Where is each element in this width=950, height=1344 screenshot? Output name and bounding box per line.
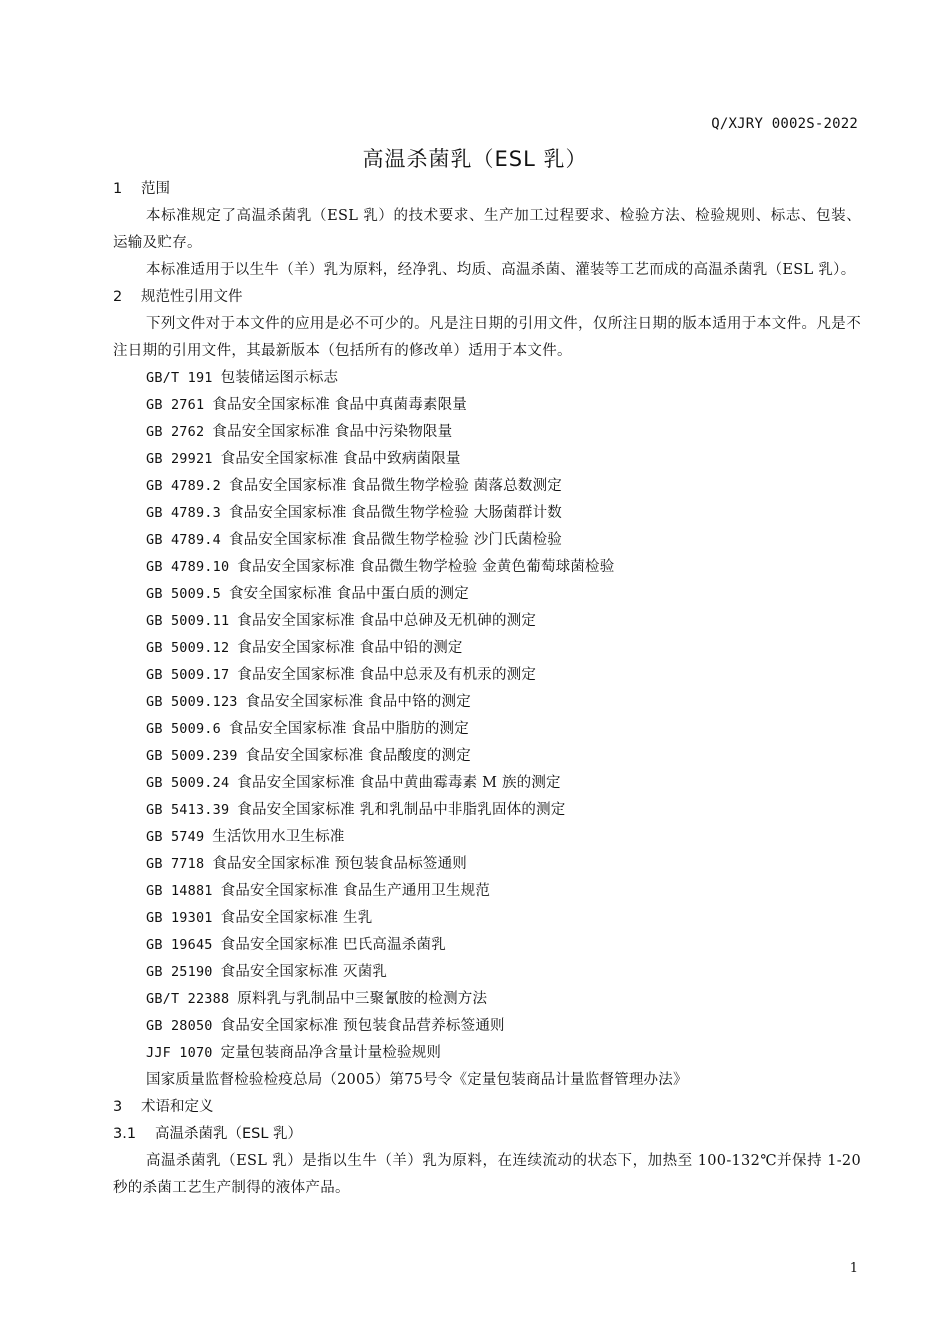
reference-title: 食品安全国家标准 食品中脂肪的测定 bbox=[228, 721, 469, 737]
section-heading-normative-references bbox=[113, 284, 861, 311]
reference-item bbox=[113, 959, 861, 986]
page-number: 1 bbox=[849, 1261, 858, 1276]
reference-item bbox=[113, 608, 861, 635]
reference-item bbox=[113, 1040, 861, 1067]
reference-title: 食品安全国家标准 食品中铅的测定 bbox=[237, 640, 463, 656]
reference-title: 食品安全国家标准 生乳 bbox=[220, 910, 373, 926]
reference-title: 食品安全国家标准 食品微生物学检验 大肠菌群计数 bbox=[228, 505, 562, 521]
reference-title: 食品安全国家标准 食品中致病菌限量 bbox=[220, 451, 461, 467]
reference-item bbox=[113, 905, 861, 932]
paragraph: 高温杀菌乳（ESL 乳）是指以生牛（羊）乳为原料，在连续流动的状态下，加热至 100-132℃并保持 1-20 秒的杀菌工艺生产制得的液体产品。 bbox=[113, 1153, 861, 1196]
reference-item bbox=[113, 500, 861, 527]
section-title: 范围 bbox=[141, 181, 170, 197]
reference-item bbox=[113, 986, 861, 1013]
reference-code: GB 5009.6 bbox=[146, 721, 221, 737]
reference-code: GB 7718 bbox=[146, 856, 205, 872]
reference-code: GB 4789.4 bbox=[146, 532, 221, 548]
reference-item bbox=[113, 392, 861, 419]
reference-list bbox=[113, 365, 861, 1094]
reference-code: GB 5009.12 bbox=[146, 640, 230, 656]
reference-title: 国家质量监督检验检疫总局（2005）第75号令《定量包装商品计量监督管理办法》 bbox=[146, 1072, 688, 1088]
section-number: 3 bbox=[113, 1099, 123, 1115]
reference-title: 定量包装商品净含量计量检验规则 bbox=[220, 1045, 442, 1061]
reference-title: 食品安全国家标准 乳和乳制品中非脂乳固体的测定 bbox=[237, 802, 566, 818]
reference-code: GB 5009.5 bbox=[146, 586, 221, 602]
section-number: 2 bbox=[113, 289, 123, 305]
reference-code: GB 2761 bbox=[146, 397, 205, 413]
reference-code: GB 2762 bbox=[146, 424, 205, 440]
reference-code: GB 4789.2 bbox=[146, 478, 221, 494]
paragraph: 下列文件对于本文件的应用是必不可少的。凡是注日期的引用文件，仅所注日期的版本适用于本文件。凡是不注日期的引用文件，其最新版本（包括所有的修改单）适用于本文件。 bbox=[113, 316, 861, 359]
section-title: 规范性引用文件 bbox=[141, 289, 243, 305]
reference-item bbox=[113, 770, 861, 797]
subsection-number: 3.1 bbox=[113, 1126, 137, 1142]
reference-code: GB 5749 bbox=[146, 829, 205, 845]
reference-code: GB 4789.3 bbox=[146, 505, 221, 521]
reference-item bbox=[113, 446, 861, 473]
reference-title: 生活饮用水卫生标准 bbox=[212, 829, 345, 845]
reference-title: 食品安全国家标准 巴氏高温杀菌乳 bbox=[220, 937, 446, 953]
reference-title: 食品安全国家标准 预包装食品营养标签通则 bbox=[220, 1018, 505, 1034]
reference-title: 包装储运图示标志 bbox=[220, 370, 339, 386]
reference-code: GB 25190 bbox=[146, 964, 213, 980]
section-title: 术语和定义 bbox=[141, 1099, 214, 1115]
reference-code: GB 5009.24 bbox=[146, 775, 230, 791]
reference-title: 食品安全国家标准 食品中真菌毒素限量 bbox=[212, 397, 468, 413]
reference-code: GB 5009.17 bbox=[146, 667, 230, 683]
reference-item bbox=[113, 365, 861, 392]
reference-item bbox=[113, 797, 861, 824]
reference-code: JJF 1070 bbox=[146, 1045, 213, 1061]
reference-code: GB 5413.39 bbox=[146, 802, 230, 818]
reference-item bbox=[113, 554, 861, 581]
document-body bbox=[113, 176, 861, 1202]
document-title: 高温杀菌乳（ESL 乳） bbox=[362, 147, 588, 171]
reference-title: 食品安全国家标准 食品中铬的测定 bbox=[245, 694, 471, 710]
reference-code: GB/T 191 bbox=[146, 370, 213, 386]
reference-code: GB 5009.11 bbox=[146, 613, 230, 629]
reference-title: 食品安全国家标准 食品微生物学检验 沙门氏菌检验 bbox=[228, 532, 562, 548]
reference-item bbox=[113, 878, 861, 905]
section-number: 1 bbox=[113, 181, 123, 197]
reference-title: 食品安全国家标准 食品中污染物限量 bbox=[212, 424, 453, 440]
reference-title: 原料乳与乳制品中三聚氰胺的检测方法 bbox=[237, 991, 488, 1007]
reference-title: 食安全国家标准 食品中蛋白质的测定 bbox=[228, 586, 469, 602]
reference-code: GB 5009.123 bbox=[146, 694, 238, 710]
reference-item bbox=[113, 662, 861, 689]
reference-item bbox=[113, 1067, 861, 1094]
reference-title: 食品安全国家标准 灭菌乳 bbox=[220, 964, 388, 980]
reference-code: GB 19301 bbox=[146, 910, 213, 926]
reference-code: GB 5009.239 bbox=[146, 748, 238, 764]
reference-item bbox=[113, 743, 861, 770]
reference-title: 食品安全国家标准 食品微生物学检验 金黄色葡萄球菌检验 bbox=[237, 559, 615, 575]
document-code: Q/XJRY 0002S-2022 bbox=[711, 116, 858, 132]
reference-title: 食品安全国家标准 预包装食品标签通则 bbox=[212, 856, 468, 872]
paragraph: 本标准适用于以生牛（羊）乳为原料，经净乳、均质、高温杀菌、灌装等工艺而成的高温杀菌乳（ESL 乳）。 bbox=[146, 262, 856, 278]
reference-title: 食品安全国家标准 食品中黄曲霉毒素 M 族的测定 bbox=[237, 775, 561, 791]
reference-item bbox=[113, 635, 861, 662]
reference-item bbox=[113, 716, 861, 743]
reference-item bbox=[113, 851, 861, 878]
reference-item bbox=[113, 419, 861, 446]
reference-code: GB/T 22388 bbox=[146, 991, 230, 1007]
reference-title: 食品安全国家标准 食品酸度的测定 bbox=[245, 748, 471, 764]
subsection-heading bbox=[113, 1121, 861, 1148]
reference-code: GB 19645 bbox=[146, 937, 213, 953]
reference-title: 食品安全国家标准 食品中总汞及有机汞的测定 bbox=[237, 667, 537, 683]
reference-item bbox=[113, 689, 861, 716]
reference-item bbox=[113, 473, 861, 500]
reference-item bbox=[113, 824, 861, 851]
reference-item bbox=[113, 581, 861, 608]
reference-title: 食品安全国家标准 食品中总砷及无机砷的测定 bbox=[237, 613, 537, 629]
section-heading-terms bbox=[113, 1094, 861, 1121]
reference-code: GB 14881 bbox=[146, 883, 213, 899]
subsection-title: 高温杀菌乳（ESL 乳） bbox=[155, 1126, 303, 1142]
reference-title: 食品安全国家标准 食品微生物学检验 菌落总数测定 bbox=[228, 478, 562, 494]
reference-code: GB 29921 bbox=[146, 451, 213, 467]
reference-item bbox=[113, 527, 861, 554]
paragraph: 本标准规定了高温杀菌乳（ESL 乳）的技术要求、生产加工过程要求、检验方法、检验规则、标志、包装、运输及贮存。 bbox=[113, 208, 861, 251]
reference-title: 食品安全国家标准 食品生产通用卫生规范 bbox=[220, 883, 491, 899]
section-heading-scope bbox=[113, 176, 861, 203]
reference-item bbox=[113, 932, 861, 959]
reference-code: GB 28050 bbox=[146, 1018, 213, 1034]
reference-code: GB 4789.10 bbox=[146, 559, 230, 575]
reference-item bbox=[113, 1013, 861, 1040]
